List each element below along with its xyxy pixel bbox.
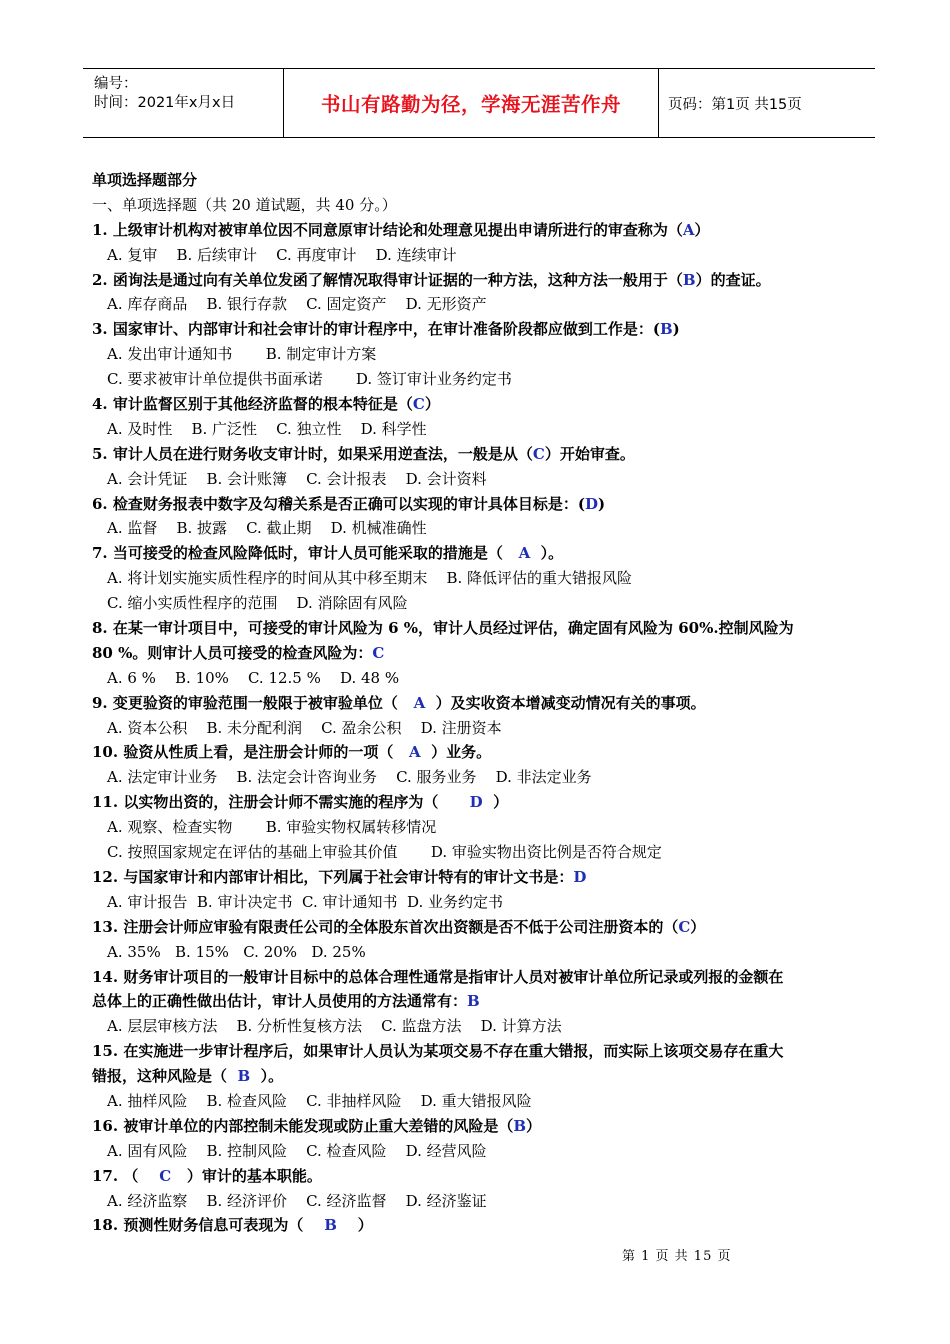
question-text-part: 10. 验资从性质上看，是注册会计师的一项（ — [92, 743, 409, 762]
answer-letter: B — [467, 992, 480, 1011]
serial-label: 编号： — [94, 76, 138, 92]
answer-options: A. 发出审计通知书 B. 制定审计方案 — [107, 345, 377, 364]
header-page-label: 页码：第1页 共15页 — [668, 96, 802, 113]
question-text-tail: ） — [482, 793, 509, 812]
question-text-tail: ） — [336, 1216, 373, 1235]
question-text-part: 13. 注册会计师应审验有限责任公司的全体股东首次出资额是否不低于公司注册资本的（ — [92, 917, 679, 936]
document-body — [92, 168, 882, 1238]
question-text — [92, 740, 882, 765]
answer-options: A. 观察、检查实物 B. 审验实物权属转移情况 — [107, 818, 437, 837]
question-text — [92, 442, 882, 467]
question-text-part: 11. 以实物出资的，注册会计师不需实施的程序为（ — [92, 793, 470, 812]
question-text — [92, 790, 882, 815]
answer-letter: C — [412, 395, 425, 414]
question-text — [92, 1114, 882, 1139]
answer-letter: B — [513, 1116, 527, 1135]
question-text-tail: ) — [672, 320, 680, 339]
question-text — [92, 1164, 882, 1189]
answer-options: C. 缩小实质性程序的范围 D. 消除固有风险 — [107, 594, 408, 613]
question-text — [92, 218, 882, 243]
question-text: 15. 在实施进一步审计程序后，如果审计人员认为某项交易不存在重大错报，而实际上该项交易存在重大 — [92, 1042, 784, 1061]
answer-options: A. 及时性 B. 广泛性 C. 独立性 D. 科学性 — [107, 419, 427, 438]
answer-letter: B — [324, 1216, 337, 1235]
question-text-tail: ）开始审查。 — [544, 444, 635, 463]
answer-letter: B — [659, 320, 673, 339]
answer-letter: A — [682, 220, 695, 239]
answer-options: A. 复审 B. 后续审计 C. 再度审计 D. 连续审计 — [107, 245, 457, 264]
question-text-continued — [92, 1064, 882, 1089]
header-motto: 书山有路勤为径，学海无涯苦作舟 — [283, 69, 659, 137]
question-text-tail: ）。 — [250, 1067, 284, 1086]
question-text-tail: ） — [526, 1116, 542, 1135]
question-text-tail: ）。 — [530, 544, 564, 563]
answer-options: A. 审计报告 B. 审计决定书 C. 审计通知书 D. 业务约定书 — [107, 892, 504, 911]
answer-options: A. 库存商品 B. 银行存款 C. 固定资产 D. 无形资产 — [107, 295, 487, 314]
answer-options: A. 经济监察 B. 经济评价 C. 经济监督 D. 经济鉴证 — [107, 1191, 487, 1210]
question-text-tail: ）的查证。 — [695, 270, 771, 289]
answer-options: C. 按照国家规定在评估的基础上审验其价值 D. 审验实物出资比例是否符合规定 — [107, 843, 662, 862]
answer-letter: C — [678, 917, 691, 936]
question-text-part: 4. 审计监督区别于其他经济监督的根本特征是（ — [92, 395, 413, 414]
page-footer: 第 1 页 共 15 页 — [622, 1249, 732, 1264]
question-text — [92, 915, 882, 940]
question-text-tail: ) — [598, 494, 606, 513]
answer-letter: A — [413, 693, 426, 712]
question-text-part: 7. 当可接受的检查风险降低时，审计人员可能采取的措施是（ — [92, 544, 519, 563]
answer-letter: C — [159, 1166, 172, 1185]
answer-options: A. 资本公积 B. 未分配利润 C. 盈余公积 D. 注册资本 — [107, 718, 502, 737]
question-text-part: 17. （ — [92, 1166, 160, 1185]
question-text: 8. 在某一审计项目中，可接受的审计风险为 6 %，审计人员经过评估，确定固有风险为 60%.控制风险为 — [92, 619, 794, 638]
question-text — [92, 691, 882, 716]
answer-options: A. 固有风险 B. 控制风险 C. 检查风险 D. 经营风险 — [107, 1141, 487, 1160]
answer-options: A. 法定审计业务 B. 法定会计咨询业务 C. 服务业务 D. 非法定业务 — [107, 768, 592, 787]
question-text-part: 5. 审计人员在进行财务收支审计时，如果采用逆查法，一般是从（ — [92, 444, 533, 463]
answer-options: A. 抽样风险 B. 检查风险 C. 非抽样风险 D. 重大错报风险 — [107, 1091, 532, 1110]
section-title: 单项选择题部分 — [92, 171, 198, 189]
answer-options: A. 监督 B. 披露 C. 截止期 D. 机械准确性 — [107, 519, 427, 538]
question-text — [92, 268, 882, 293]
answer-letter: A — [518, 544, 531, 563]
question-text-tail: ）审计的基本职能。 — [171, 1166, 322, 1185]
answer-letter: C — [372, 643, 385, 662]
answer-letter: D — [469, 793, 483, 812]
question-text-part: 12. 与国家审计和内部审计相比，下列属于社会审计特有的审计文书是： — [92, 867, 574, 886]
question-text-part: 80 %。则审计人员可接受的检查风险为： — [92, 643, 373, 662]
question-text-part: 9. 变更验资的审验范围一般限于被审验单位（ — [92, 693, 414, 712]
answer-options: A. 35% B. 15% C. 20% D. 25% — [107, 942, 366, 961]
answer-options: A. 6 % B. 10% C. 12.5 % D. 48 % — [107, 668, 400, 687]
header-info-cell — [83, 69, 283, 137]
question-text — [92, 865, 882, 890]
answer-options: C. 要求被审计单位提供书面承诺 D. 签订审计业务约定书 — [107, 370, 512, 389]
question-text: 14. 财务审计项目的一般审计目标中的总体合理性通常是指审计人员对被审计单位所记录或列报的金额在 — [92, 967, 784, 986]
question-text — [92, 392, 882, 417]
question-text-part: 总体上的正确性做出估计，审计人员使用的方法通常有： — [92, 992, 468, 1011]
answer-letter: D — [584, 494, 598, 513]
question-text-part: 1. 上级审计机构对被审单位因不同意原审计结论和处理意见提出申请所进行的审查称为（ — [92, 220, 683, 239]
question-text-tail: ） — [690, 917, 706, 936]
question-text-part: 3. 国家审计、内部审计和社会审计的审计程序中，在审计准备阶段都应做到工作是：( — [92, 320, 660, 339]
answer-letter: B — [237, 1067, 251, 1086]
section-intro: 一、单项选择题（共 20 道试题，共 40 分。） — [92, 195, 397, 214]
answer-letter: B — [682, 270, 696, 289]
time-label: 时间：2021年x月x日 — [94, 95, 236, 111]
question-text-tail: ）业务。 — [420, 743, 492, 762]
answer-letter: C — [532, 444, 545, 463]
question-text-tail: ）及实收资本增减变动情况有关的事项。 — [425, 693, 706, 712]
answer-letter: A — [409, 743, 421, 762]
question-text — [92, 317, 882, 342]
page-header — [83, 68, 875, 138]
question-text-continued — [92, 989, 882, 1014]
answer-letter: D — [573, 867, 587, 886]
answer-options: A. 将计划实施实质性程序的时间从其中移至期末 B. 降低评估的重大错报风险 — [107, 569, 633, 588]
question-text — [92, 492, 882, 517]
question-text — [92, 541, 882, 566]
question-text-part: 16. 被审计单位的内部控制未能发现或防止重大差错的风险是（ — [92, 1116, 514, 1135]
question-text-part: 6. 检查财务报表中数字及勾稽关系是否正确可以实现的审计具体目标是：( — [92, 494, 585, 513]
question-text-part: 2. 函询法是通过向有关单位发函了解情况取得审计证据的一种方法，这种方法一般用于（ — [92, 270, 683, 289]
question-text-tail: ） — [694, 220, 710, 239]
question-text-part: 18. 预测性财务信息可表现为（ — [92, 1216, 325, 1235]
answer-options: A. 会计凭证 B. 会计账簿 C. 会计报表 D. 会计资料 — [107, 469, 487, 488]
question-text — [92, 1213, 882, 1238]
question-text-tail: ） — [424, 395, 440, 414]
question-text-part: 错报，这种风险是（ — [92, 1067, 238, 1086]
question-text-continued — [92, 641, 882, 666]
answer-options: A. 层层审核方法 B. 分析性复核方法 C. 监盘方法 D. 计算方法 — [107, 1017, 562, 1036]
